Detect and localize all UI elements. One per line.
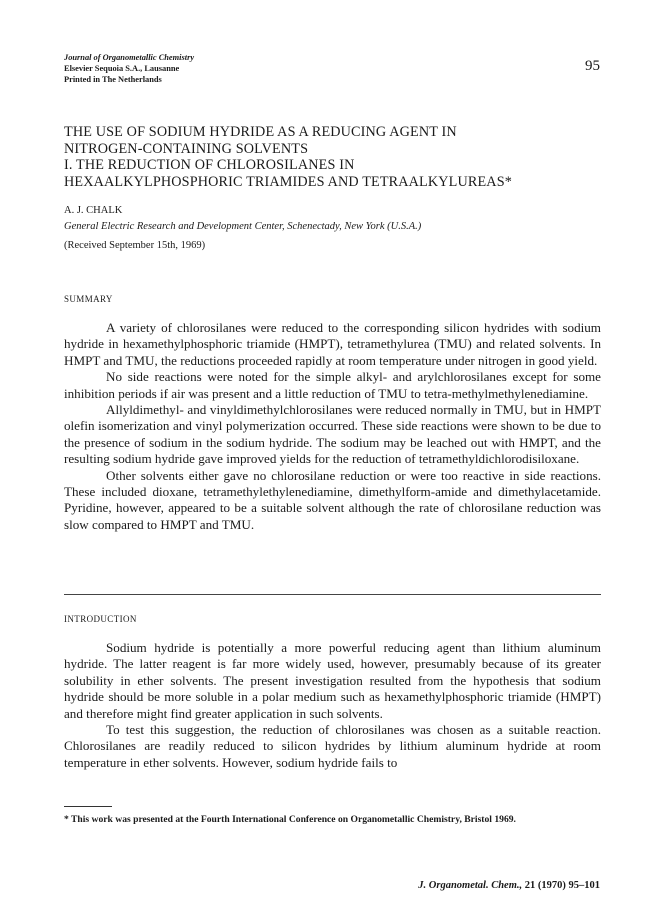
- journal-citation: [418, 880, 600, 891]
- page-number: 95: [585, 58, 600, 74]
- printed-in: Printed in The Netherlands: [64, 75, 162, 84]
- summary-paragraph: A variety of chlorosilanes were reduced to the corresponding silicon hydrides with sodium hydride in hexamethylphosphoric triamide (HMPT), tetramethylurea (TMU) and related solvents. In HMPT and TMU, the reductions proceeded rapidly at room temperature under nitrogen in good yield.: [64, 320, 601, 368]
- summary-heading: SUMMARY: [64, 294, 113, 304]
- paper-title: [64, 124, 624, 190]
- affiliation: General Electric Research and Development Center, Schenectady, New York (U.S.A.): [64, 221, 422, 232]
- title-line: NITROGEN-CONTAINING SOLVENTS: [64, 140, 309, 157]
- citation-reference: 21 (1970) 95–101: [524, 880, 600, 891]
- author: A. J. CHALK: [64, 205, 123, 216]
- section-divider: [64, 594, 601, 595]
- title-line: I. THE REDUCTION OF CHLOROSILANES IN: [64, 157, 355, 174]
- journal-name: Journal of Organometallic Chemistry: [64, 53, 195, 62]
- introduction-body: [64, 640, 601, 771]
- introduction-paragraph: To test this suggestion, the reduction of chlorosilanes was chosen as a suitable reaction. Chlorosilanes are readily reduced to silicon hydrides by lithium aluminum hydride at room temperature in ether solvents. However, sodium hydride fails to: [64, 722, 601, 770]
- introduction-paragraph: Sodium hydride is potentially a more powerful reducing agent than lithium aluminum hydride. The latter reagent is far more widely used, however, presumably because of its greater solubility in ether solvents. The present investigation resulted from the hypothesis that sodium hydride should be more soluble in a polar medium such as hexamethylphosphoric triamide (HMPT) and therefore might find greater application in such solvents.: [64, 640, 601, 721]
- summary-body: [64, 320, 601, 533]
- footnote-rule: [64, 806, 112, 807]
- summary-paragraph: Other solvents either gave no chlorosilane reduction or were too reactive in side reactions. These included dioxane, tetramethylethylenediamine, dimethylform-amide and dimethylacetamide. Pyridine, however, appeared to be a suitable solvent although the rate of chlorosilane reduction was slow compared to HMPT and TMU.: [64, 467, 601, 532]
- summary-paragraph: Allyldimethyl- and vinyldimethylchlorosilanes were reduced normally in TMU, but in HMPT olefin isomerization and vinyl polymerization occurred. These side reactions were shown to be due to the presence of sodium in the sodium hydride. The sodium may be leached out with HMPT, and the resulting sodium hydride gave improved yields for the reduction of tetramethyldichlorodisiloxane.: [64, 402, 601, 467]
- journal-header: [64, 52, 194, 85]
- title-line: THE USE OF SODIUM HYDRIDE AS A REDUCING AGENT IN: [64, 124, 457, 140]
- publisher: Elsevier Sequoia S.A., Lausanne: [64, 64, 180, 73]
- received-date: (Received September 15th, 1969): [64, 240, 206, 251]
- title-line: HEXAALKYLPHOSPHORIC TRIAMIDES AND TETRAALKYLUREAS*: [64, 173, 512, 190]
- introduction-heading: INTRODUCTION: [64, 614, 137, 624]
- summary-paragraph: No side reactions were noted for the simple alkyl- and arylchlorosilanes except for some inhibition periods if air was present and a little reduction of TMU to tetra-methylmethylenediamine.: [64, 369, 601, 401]
- citation-journal: J. Organometal. Chem.,: [418, 880, 523, 891]
- footnote: * This work was presented at the Fourth International Conference on Organometallic Chemistry, Bristol 1969.: [64, 814, 516, 825]
